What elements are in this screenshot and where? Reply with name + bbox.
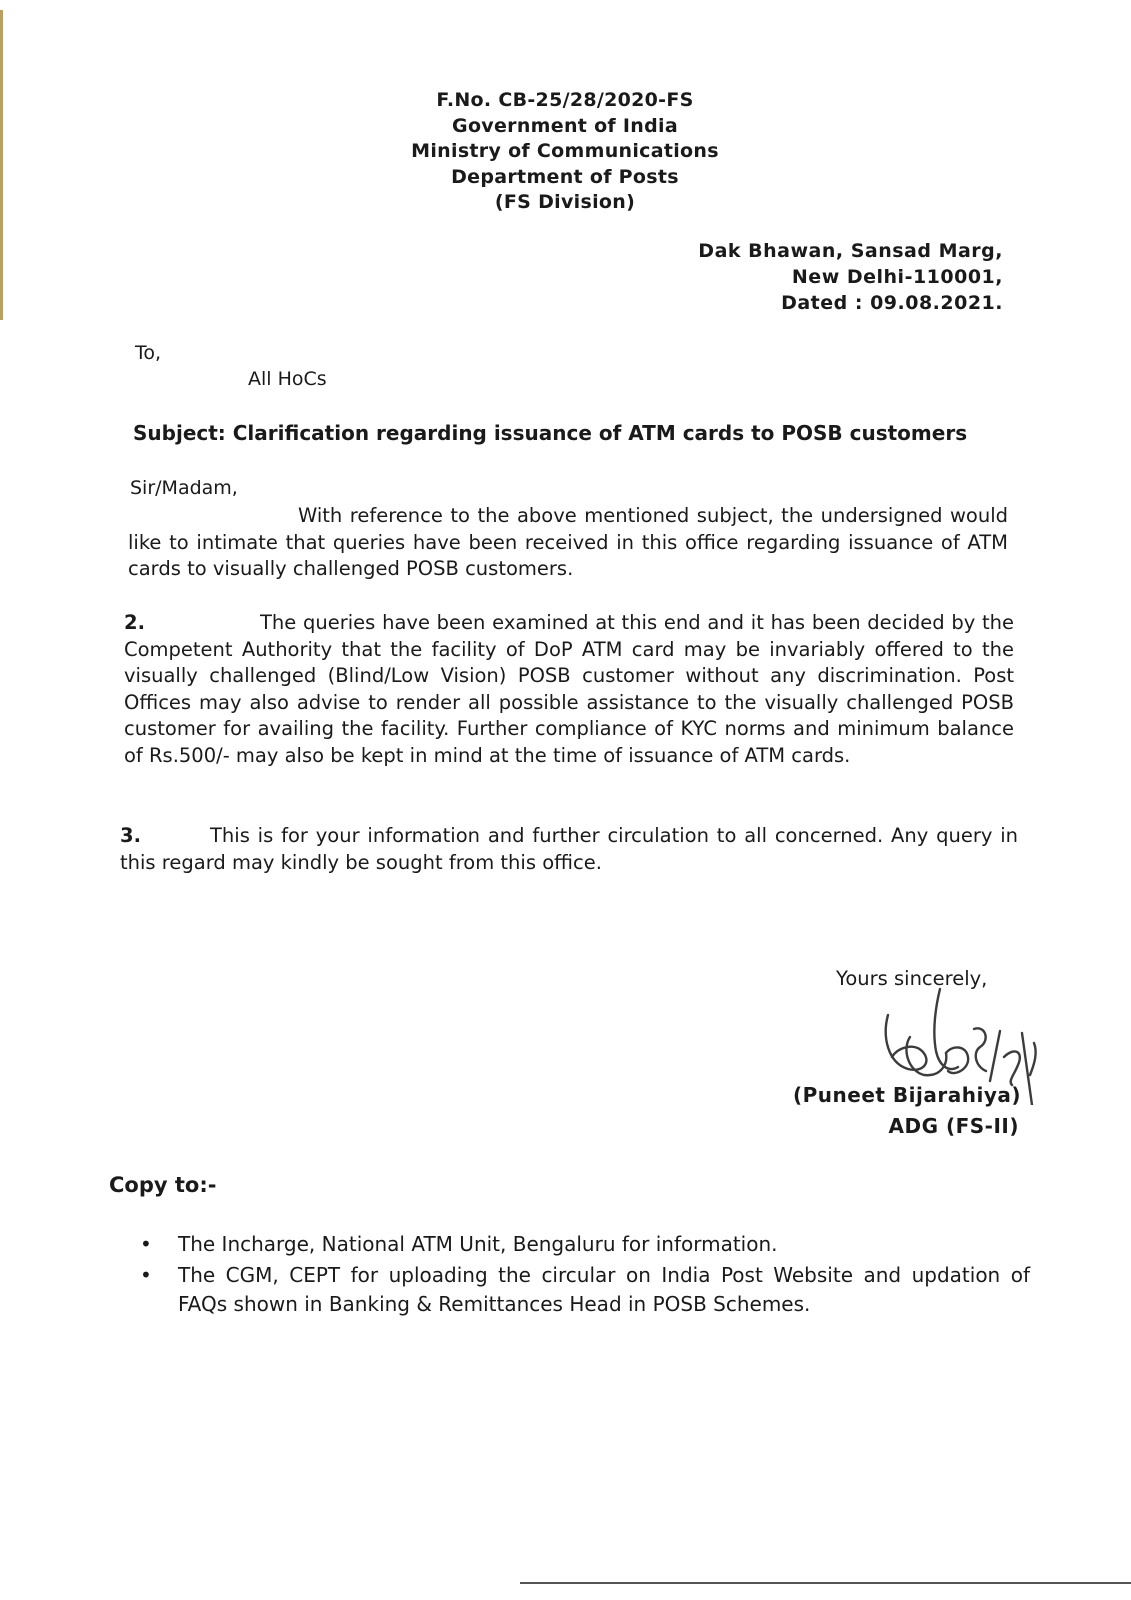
signer-name: (Puneet Bijarahiya) [792,1083,1021,1107]
letter-header [330,88,800,216]
letter-date: Dated : 09.08.2021. [781,292,1003,314]
bullet-icon: • [140,1232,152,1256]
signer-designation: ADG (FS-II) [888,1114,1019,1138]
copy-to-item-text: The CGM, CEPT for uploading the circular on India Post Website and updation of FAQs shown in Banking & Remittances Head in POSB Schemes. [178,1262,1030,1316]
copy-to-title: Copy to:- [109,1173,217,1197]
bullet-icon: • [140,1262,152,1287]
ministry-name: Ministry of Communications [411,140,719,162]
list-item [140,1261,1030,1320]
to-recipient: All HoCs [248,368,327,390]
government-name: Government of India [452,114,678,137]
paragraph-3-text: This is for your information and further circulation to all concerned. Any query in this regard may kindly be sought from this office. [120,824,1018,874]
paragraph-2 [124,610,1014,769]
subject-line: Subject: Clarification regarding issuance of ATM cards to POSB customers [133,421,968,445]
salutation: Sir/Madam, [130,477,238,499]
paragraph-2-text: The queries have been examined at this end and it has been decided by the Competent Authority that the facility of DoP ATM card may be invariably offered to the visually challenged (Blind/Low Vision) POSB customer without any discrimination. Post Offices may also advise to render all possible assistance to the visually challenged POSB customer for availing the facility. Further compliance of KYC norms and minimum balance of Rs.500/- may also be kept in mind at the time of issuance of ATM cards. [124,611,1014,767]
bottom-rule [520,1582,1131,1584]
address-line-2: New Delhi-110001, [791,266,1003,288]
address-line-1: Dak Bhawan, Sansad Marg, [698,240,1003,262]
division-name: (FS Division) [494,191,636,213]
to-label: To, [135,342,162,364]
paragraph-2-number: 2. [124,611,145,634]
copy-to-item-text: The Incharge, National ATM Unit, Bengaluru for information. [178,1232,778,1256]
list-item [140,1230,1030,1260]
file-number: F.No. CB-25/28/2020-FS [436,89,694,111]
copy-to-list [140,1230,1030,1321]
department-name: Department of Posts [451,165,679,188]
paragraph-3 [120,823,1018,876]
sender-address [698,238,1003,316]
scan-edge-mark [0,10,3,320]
closing-line: Yours sincerely, [836,967,988,990]
paragraph-3-number: 3. [120,824,141,847]
paragraph-1: With reference to the above mentioned subject, the undersigned would like to intimate that queries have been received in this office regarding issuance of ATM cards to visually challenged POSB customers. [128,504,1008,580]
